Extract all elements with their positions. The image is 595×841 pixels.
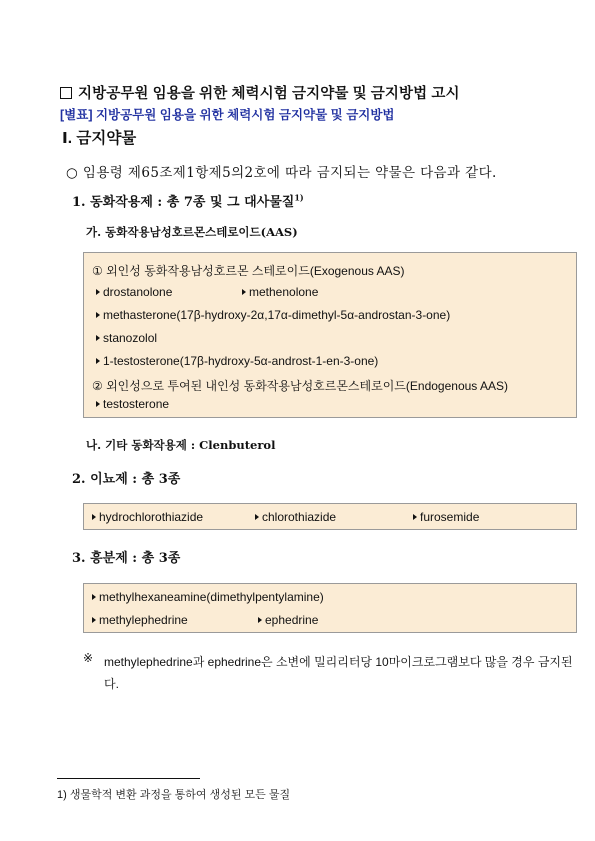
footnote-divider: [57, 778, 200, 779]
triangle-bullet-icon: [258, 617, 262, 623]
note-mark: ※: [83, 651, 94, 665]
appendix-label: [별표] 지방공무원 임용을 위한 체력시험 금지약물 및 금지방법: [60, 108, 395, 122]
category-exogenous: ① 외인성 동화작용남성호르몬 스테로이드(Exogenous AAS): [92, 264, 405, 278]
triangle-bullet-icon: [96, 312, 100, 318]
triangle-bullet-icon: [413, 514, 417, 520]
document-title: [60, 82, 460, 103]
triangle-bullet-icon: [96, 401, 100, 407]
footnote-ref: 1): [294, 192, 304, 203]
triangle-bullet-icon: [96, 358, 100, 364]
triangle-bullet-icon: [92, 594, 96, 600]
list-item: testosterone: [96, 397, 169, 411]
group-heading-anabolic: [72, 191, 304, 210]
triangle-bullet-icon: [92, 617, 96, 623]
category-endogenous: ② 외인성으로 투여된 내인성 동화작용남성호르몬스테로이드(Endogenous AAS): [92, 379, 508, 393]
list-item: methylhexaneamine(dimethylpentylamine): [92, 590, 324, 604]
group-heading-anabolic-text: 1. 동화작용제 : 총 7종 및 그 대사물질: [72, 195, 295, 210]
group-heading-diuretics: 2. 이뇨제 : 총 3종: [72, 472, 181, 487]
list-item: drostanolone: [96, 285, 172, 299]
list-item: methylephedrine: [92, 613, 188, 627]
section-numeral: Ⅰ.: [62, 130, 73, 147]
triangle-bullet-icon: [255, 514, 259, 520]
triangle-bullet-icon: [242, 289, 246, 295]
note-text: methylephedrine과 ephedrine은 소변에 밀리리터당 10마이크로그램보다 많을 경우 금지된다.: [104, 655, 573, 691]
footnote: 1) 생물학적 변환 과정을 통하여 생성된 모든 물질: [57, 789, 291, 801]
triangle-bullet-icon: [96, 289, 100, 295]
list-item: chlorothiazide: [255, 510, 336, 524]
section-heading: [62, 126, 136, 148]
subheading-aas: 가. 동화작용남성호르몬스테로이드(AAS): [86, 225, 298, 239]
triangle-bullet-icon: [96, 335, 100, 341]
list-item: hydrochlorothiazide: [92, 510, 203, 524]
stimulants-box: [83, 583, 577, 633]
list-item: methenolone: [242, 285, 318, 299]
subheading-other-anabolic: 나. 기타 동화작용제 : Clenbuterol: [86, 438, 276, 452]
circle-bullet: ○: [66, 165, 79, 181]
section-title: 금지약물: [76, 130, 137, 147]
list-item: ephedrine: [258, 613, 318, 627]
list-item: furosemide: [413, 510, 479, 524]
triangle-bullet-icon: [92, 514, 96, 520]
intro-text: 임용령 제65조제1항제5의2호에 따라 금지되는 약물은 다음과 같다.: [82, 165, 497, 181]
aas-substance-box: [83, 252, 577, 418]
checkbox-square-icon: [60, 87, 72, 99]
list-item: methasterone(17β-hydroxy-2α,17α-dimethyl-5α-androstan-3-one): [96, 308, 450, 322]
group-heading-stimulants: 3. 흥분제 : 총 3종: [72, 551, 181, 566]
intro-paragraph: [66, 161, 497, 181]
list-item: 1-testosterone(17β-hydroxy-5α-androst-1-en-3-one): [96, 354, 378, 368]
diuretics-box: [83, 503, 577, 530]
document-title-text: 지방공무원 임용을 위한 체력시험 금지약물 및 금지방법 고시: [78, 86, 460, 102]
list-item: stanozolol: [96, 331, 157, 345]
